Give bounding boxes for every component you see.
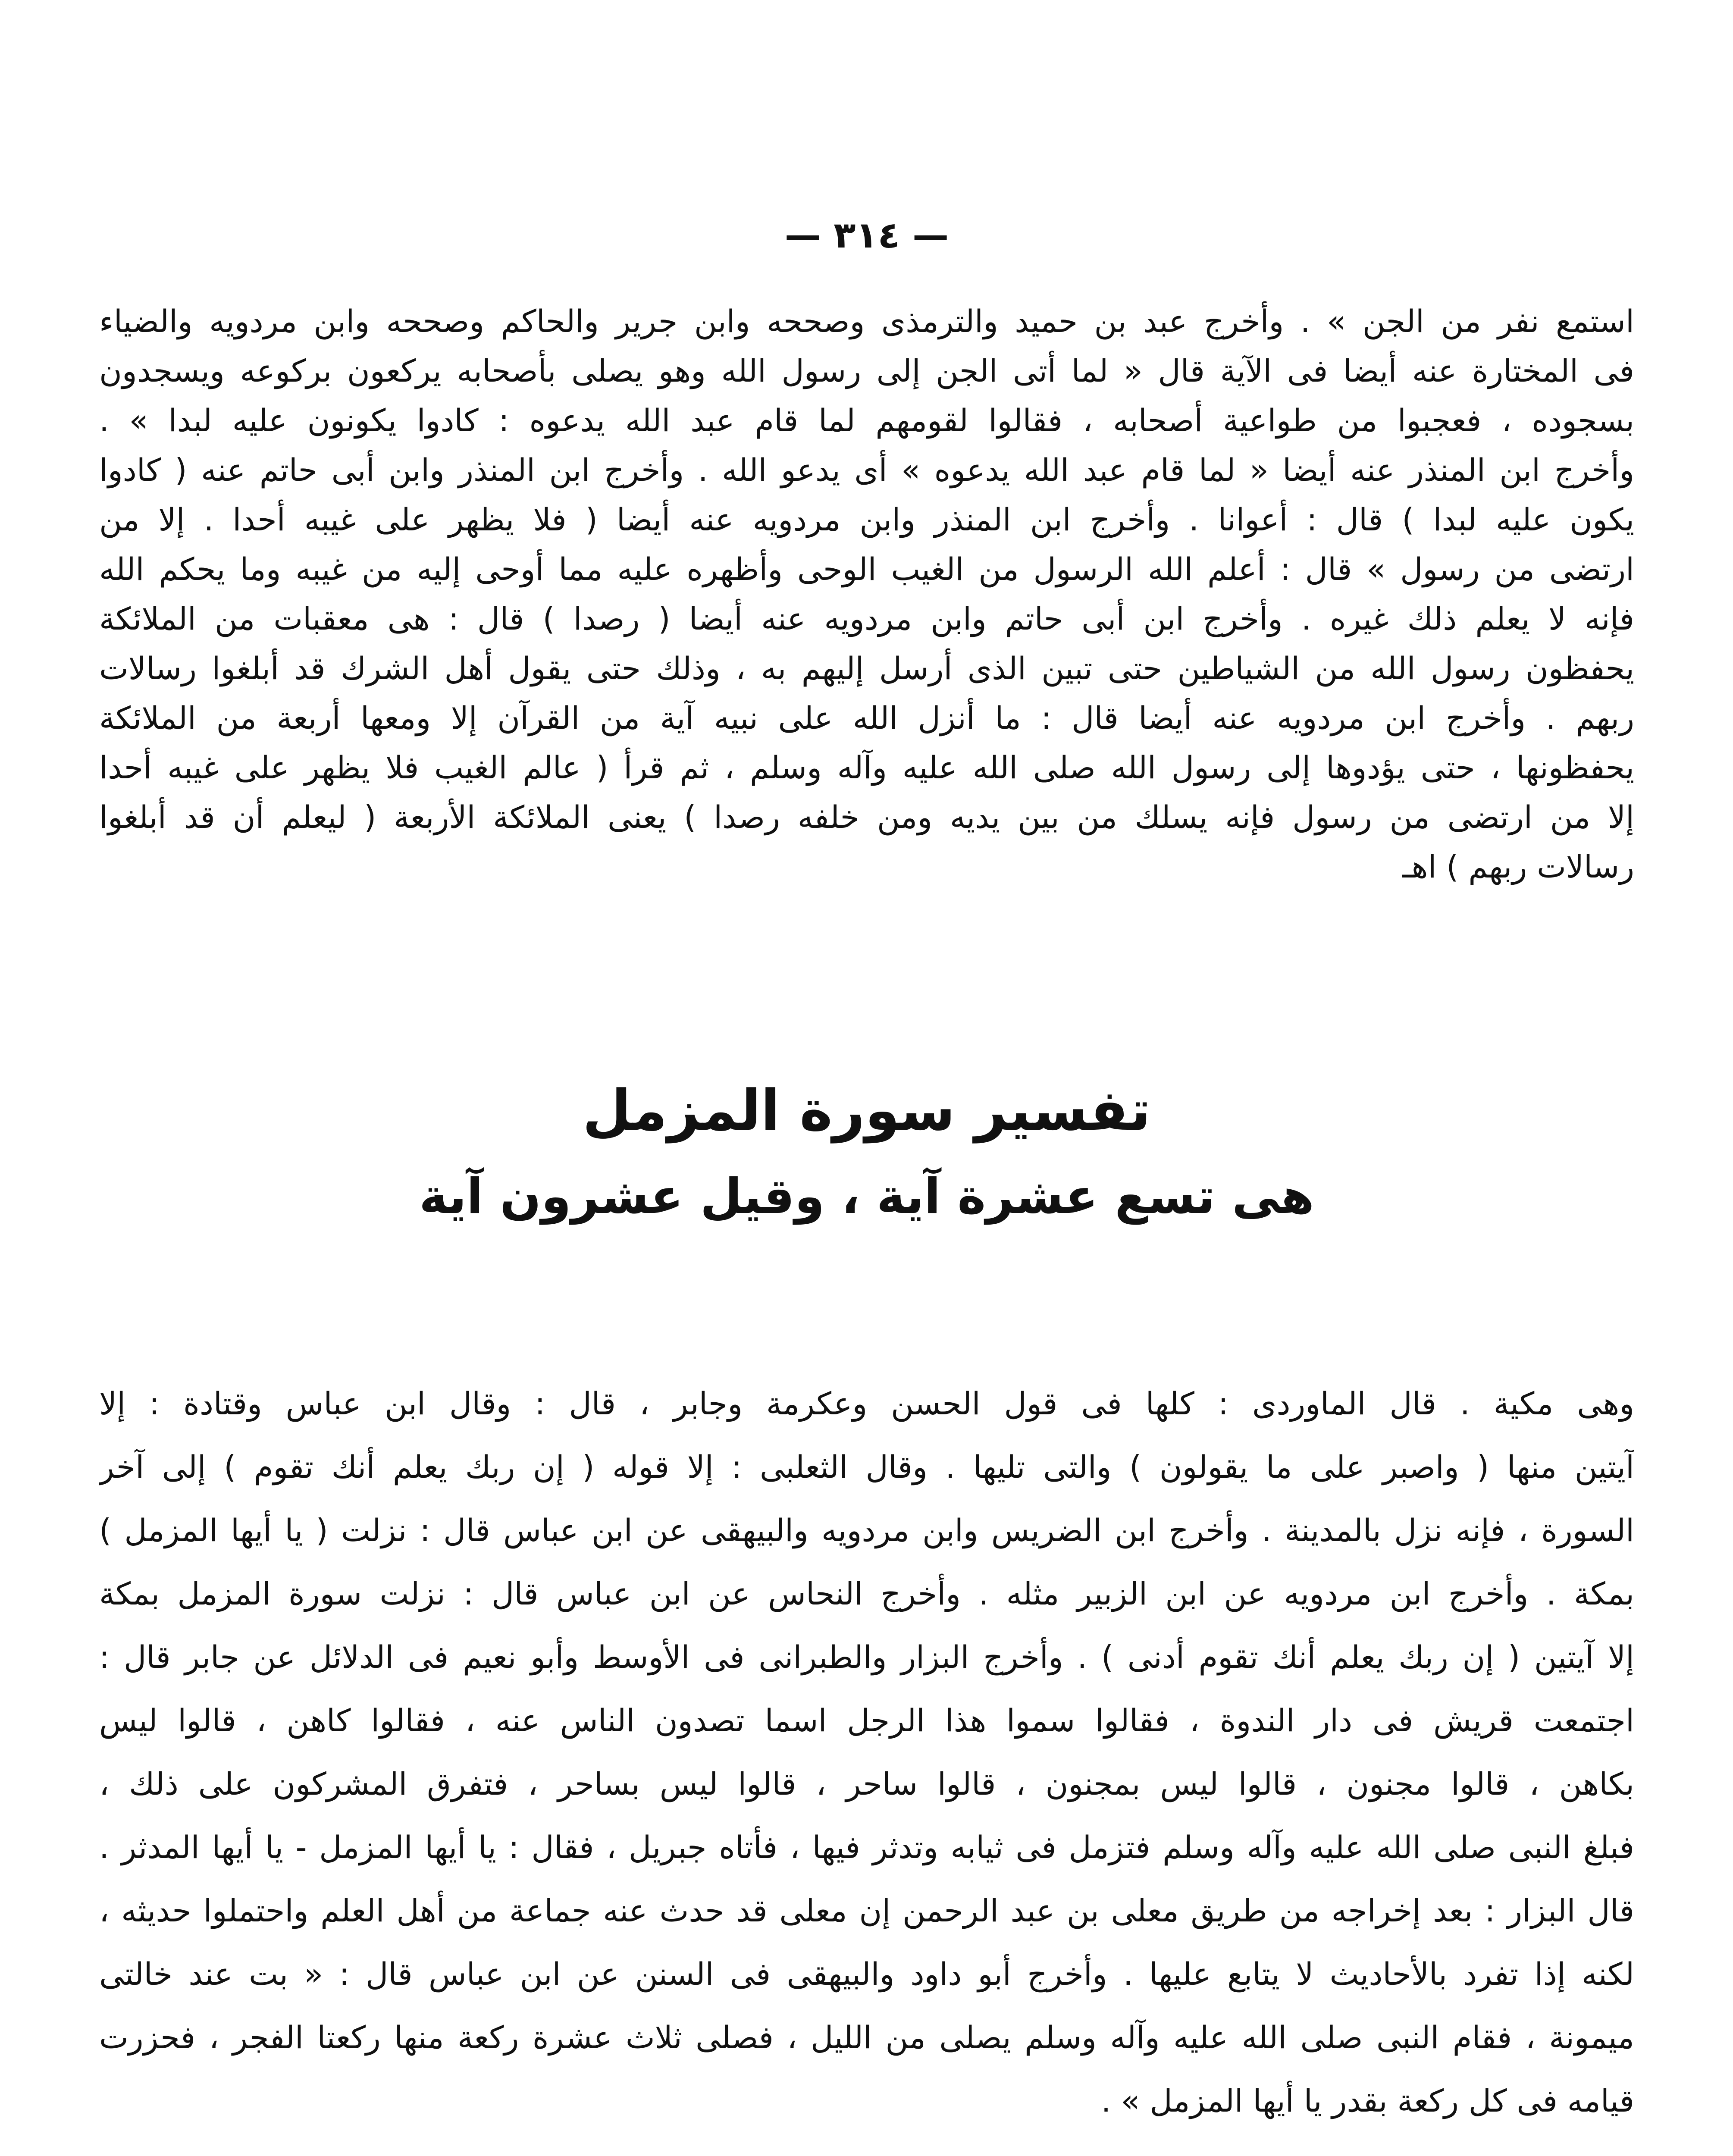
text-line: رسالات ربهم ) اهـ: [1402, 849, 1634, 885]
text-line: يحفظونها ، حتى يؤدوها إلى رسول الله صلى الله عليه وآله وسلم ، ثم قرأ ( عالم الغيب فلا يظهر على غيبه أحدا: [99, 749, 1634, 786]
text-line: وأخرج ابن المنذر عنه أيضا « لما قام عبد الله يدعوه » أى يدعو الله . وأخرج ابن المنذر وابن أبى حاتم عنه ( كادوا: [99, 452, 1634, 488]
surah-subtitle: هى تسع عشرة آية ، وقيل عشرون آية: [419, 1169, 1314, 1225]
text-line: السورة ، فإنه نزل بالمدينة . وأخرج ابن الضريس وابن مردويه والبيهقى عن ابن عباس قال : نزلت ( يا أيها المزمل ): [99, 1512, 1634, 1548]
text-line: فإنه لا يعلم ذلك غيره . وأخرج ابن أبى حاتم وابن مردويه عنه أيضا ( رصدا ) قال : هى معقبات من الملائكة: [99, 601, 1634, 637]
text-line: قيامه فى كل ركعة بقدر يا أيها المزمل » .: [1101, 2083, 1634, 2119]
text-line: بمكة . وأخرج ابن مردويه عن ابن الزبير مثله . وأخرج النحاس عن ابن عباس قال : نزلت سورة المزمل بمكة: [99, 1576, 1634, 1612]
text-line: لكنه إذا تفرد بالأحاديث لا يتابع عليها . وأخرج أبو داود والبيهقى فى السنن عن ابن عباس قال : « بت عند خالتى: [99, 1956, 1634, 1992]
text-line: ميمونة ، فقام النبى صلى الله عليه وآله وسلم يصلى من الليل ، فصلى ثلاث عشرة ركعة منها ركعتا الفجر ، فحزرت: [99, 2019, 1634, 2056]
text-line: ربهم . وأخرج ابن مردويه عنه أيضا قال : ما أنزل الله على نبيه آية من القرآن إلا ومعها أربعة من الملائكة: [99, 700, 1634, 736]
text-line: قال البزار : بعد إخراجه من طريق معلى بن عبد الرحمن إن معلى قد حدث عنه جماعة من أهل العلم واحتملوا حديثه ،: [99, 1893, 1634, 1929]
text-line: بكاهن ، قالوا مجنون ، قالوا ليس بمجنون ، قالوا ساحر ، قالوا ليس بساحر ، فتفرق المشركون على ذلك ،: [99, 1766, 1634, 1802]
page-number: — ٣١٤ —: [784, 214, 949, 256]
text-line: اجتمعت قريش فى دار الندوة ، فقالوا سموا هذا الرجل اسما تصدون الناس عنه ، فقالوا كاهن ، قالوا ليس: [99, 1702, 1634, 1739]
text-line: إلا من ارتضى من رسول فإنه يسلك من بين يديه ومن خلفه رصدا ) يعنى الملائكة الأربعة ( ليعلم أن قد أبلغوا: [99, 799, 1634, 835]
text-line: إلا آيتين ( إن ربك يعلم أنك تقوم أدنى ) . وأخرج البزار والطبرانى فى الأوسط وأبو نعيم فى الدلائل عن جابر قال :: [99, 1639, 1634, 1675]
text-line: يحفظون رسول الله من الشياطين حتى تبين الذى أرسل إليهم به ، وذلك حتى يقول أهل الشرك قد أبلغوا رسالات: [99, 650, 1634, 686]
text-line: بسجوده ، فعجبوا من طواعية أصحابه ، فقالوا لقومهم لما قام عبد الله يدعوه : كادوا يكونون عليه لبدا » .: [99, 402, 1634, 439]
text-line: ارتضى من رسول » قال : أعلم الله الرسول من الغيب الوحى وأظهره عليه مما أوحى إليه من غيبه وما يحكم الله: [99, 551, 1634, 587]
text-line: وهى مكية . قال الماوردى : كلها فى قول الحسن وعكرمة وجابر ، قال : وقال ابن عباس وقتادة : إلا: [99, 1385, 1634, 1422]
surah-title: تفسير سورة المزمل: [583, 1078, 1151, 1143]
text-line: استمع نفر من الجن » . وأخرج عبد بن حميد والترمذى وصححه وابن جرير والحاكم وصححه وابن مردويه والضياء: [99, 303, 1634, 339]
text-line: فبلغ النبى صلى الله عليه وآله وسلم فتزمل فى ثيابه وتدثر فيها ، فأتاه جبريل ، فقال : يا أيها المزمل - يا أيها المدثر .: [99, 1829, 1634, 1865]
text-line: آيتين منها ( واصبر على ما يقولون ) والتى تليها . وقال الثعلبى : إلا قوله ( إن ربك يعلم أنك تقوم ) إلى آخر: [99, 1449, 1634, 1485]
text-line: فى المختارة عنه أيضا فى الآية قال « لما أتى الجن إلى رسول الله وهو يصلى بأصحابه يركعون بركوعه ويسجدون: [99, 353, 1634, 389]
text-line: يكون عليه لبدا ) قال : أعوانا . وأخرج ابن المنذر وابن مردويه عنه أيضا ( فلا يظهر على غيبه أحدا . إلا من: [99, 501, 1634, 538]
